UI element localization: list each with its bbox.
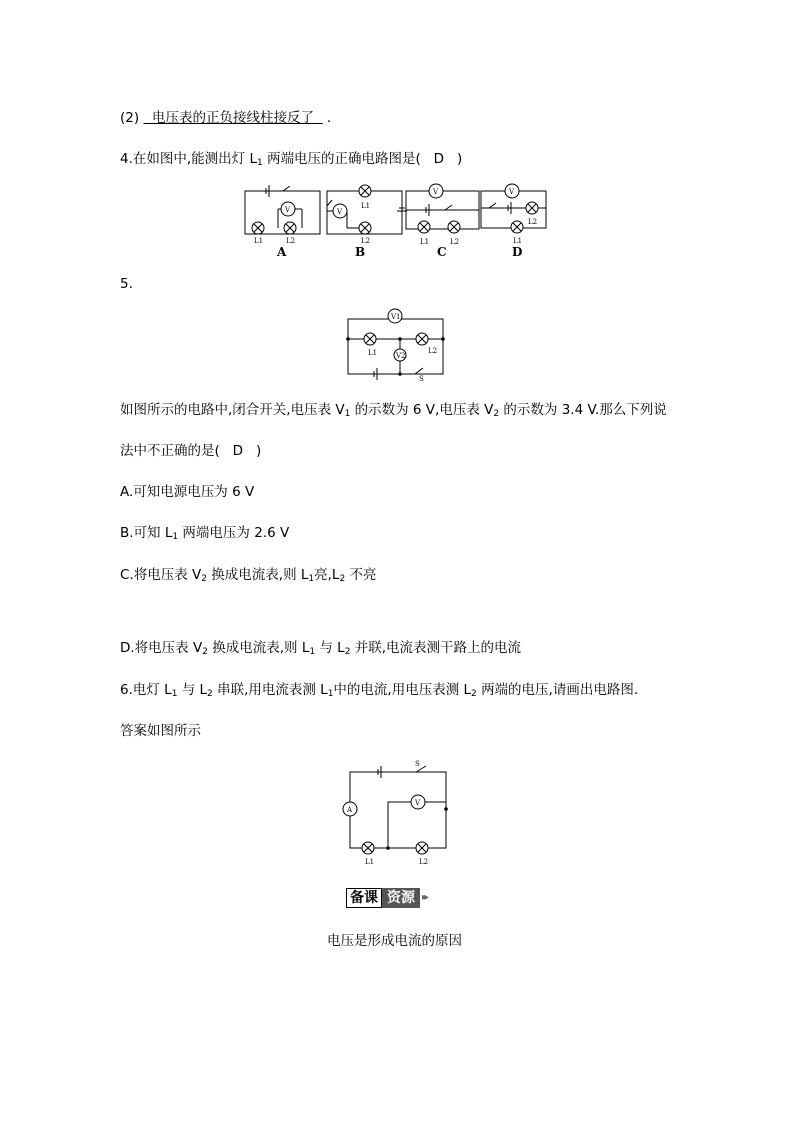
voltmeter-v2-label: V2 — [396, 352, 406, 360]
lamp-label: L2 — [450, 238, 460, 246]
sub: 1 — [256, 158, 263, 168]
text: 亮,L — [314, 567, 340, 583]
q4-answer: D — [433, 151, 445, 167]
lamp-label: L2 — [361, 237, 371, 245]
voltmeter-label: V — [415, 799, 421, 807]
sub: 1 — [309, 647, 316, 657]
q6-stem — [120, 681, 638, 699]
voltmeter-label: V — [509, 188, 515, 196]
q5-circuit — [340, 305, 450, 383]
q6-answer-label: 答案如图所示 — [120, 723, 201, 739]
q5-option-c — [120, 566, 376, 584]
q5-stem-line1 — [120, 401, 667, 419]
text: B.可知 L — [120, 525, 173, 541]
text: 换成电流表,则 L — [211, 567, 309, 583]
lamp-label: L1 — [361, 202, 371, 210]
sub: 2 — [344, 647, 351, 657]
q5-option-b — [120, 524, 289, 542]
figure-label-a: A — [277, 245, 287, 259]
lamp-label: L2 — [286, 237, 296, 245]
q5-option-d — [120, 639, 521, 657]
resource-tag-2: 资源 — [382, 888, 420, 908]
text: 与 L — [181, 682, 208, 698]
sub: 2 — [471, 689, 477, 699]
sub: 1 — [171, 689, 178, 699]
figure-label-d: D — [512, 245, 523, 259]
lamp-label: L1 — [365, 858, 375, 866]
q3-part2-line — [120, 109, 331, 127]
period: . — [326, 110, 332, 126]
text: C.将电压表 V — [120, 567, 202, 583]
q4-stem-a: 4.在如图中,能测出灯 L — [120, 151, 257, 167]
voltmeter-label: V — [337, 208, 343, 216]
lamp-label: L2 — [428, 347, 438, 355]
text: 与 L — [319, 640, 345, 656]
sub: 1 — [327, 689, 334, 699]
text: 并联,电流表测干路上的电流 — [354, 640, 522, 656]
text: 换成电流表,则 L — [212, 640, 310, 656]
q5-answer: D — [232, 443, 244, 459]
q4-stem-b: 两端电压的正确电路图是( — [267, 151, 421, 167]
text: 两端的电压,请画出电路图. — [481, 682, 639, 698]
close-paren: ) — [456, 151, 463, 167]
text: 不亮 — [349, 567, 377, 583]
text: 的示数为 3.4 V.那么下列说 — [503, 402, 667, 418]
ammeter-label: A — [347, 806, 353, 814]
sub: 1 — [308, 574, 315, 584]
sub: 2 — [207, 689, 213, 699]
sub: 1 — [344, 409, 351, 419]
text: ) — [255, 443, 262, 459]
voltmeter-label: V — [433, 188, 439, 196]
resource-caption: 电压是形成电流的原因 — [327, 933, 462, 949]
sub: 2 — [202, 647, 208, 657]
q6-answer-circuit — [338, 760, 454, 870]
voltmeter-label: V — [285, 206, 291, 214]
figure-label-c: C — [437, 245, 447, 259]
sub: 2 — [201, 574, 207, 584]
text: D.将电压表 V — [120, 640, 203, 656]
q5-option-a: A.可知电源电压为 6 V — [120, 484, 255, 500]
answer-blank — [143, 110, 322, 126]
lamp-label: L2 — [419, 858, 429, 866]
sub: 2 — [493, 409, 500, 419]
text: 法中不正确的是( — [120, 443, 220, 459]
lamp-label: L1 — [254, 237, 264, 245]
voltmeter-v1-label: V1 — [391, 313, 401, 321]
text: 如图所示的电路中,闭合开关,电压表 V — [120, 402, 345, 418]
text: 中的电流,用电压表测 L — [333, 682, 472, 698]
text: 两端电压为 2.6 V — [182, 525, 290, 541]
text: 的示数为 6 V,电压表 V — [354, 402, 494, 418]
lamp-label: L1 — [513, 237, 523, 245]
text: 串联,用电流表测 L — [217, 682, 328, 698]
switch-label: S — [419, 375, 424, 383]
part-number: (2) — [120, 110, 140, 126]
q5-stem-line2 — [120, 442, 261, 460]
q5-number: 5. — [120, 276, 133, 292]
lamp-label: L1 — [368, 349, 378, 357]
text: 6.电灯 L — [120, 682, 172, 698]
answer-text: 电压表的正负接线柱接反了 — [152, 110, 315, 126]
resource-banner — [346, 887, 426, 908]
sub: 2 — [339, 574, 346, 584]
figure-label-b: B — [355, 245, 366, 259]
arrow-icon: ▸▸ — [422, 892, 427, 903]
lamp-label: L1 — [420, 238, 430, 246]
resource-tag-1: 备课 — [346, 888, 382, 908]
sub: 1 — [172, 532, 179, 542]
q4-stem — [120, 150, 462, 168]
lamp-label: L2 — [528, 218, 538, 226]
switch-label: S — [415, 760, 420, 768]
